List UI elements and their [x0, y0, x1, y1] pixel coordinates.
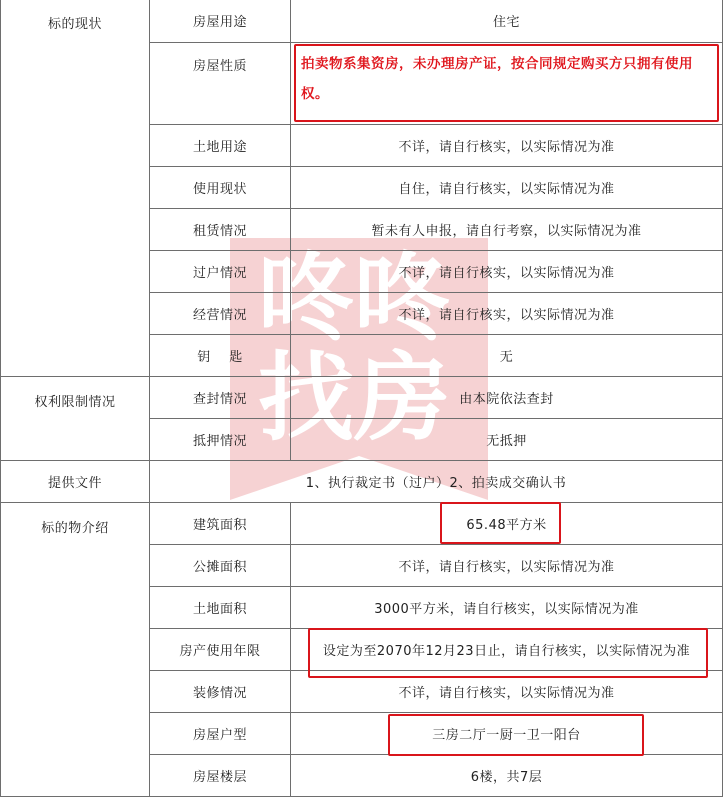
section-category: 提供文件: [1, 461, 150, 503]
row-value: 由本院依法查封: [291, 377, 723, 419]
table-row: [1, 461, 723, 503]
row-value: 住宅: [291, 0, 723, 43]
row-label: 过户情况: [150, 251, 291, 293]
row-value: 6楼，共7层: [291, 755, 723, 797]
section-category: 标的现状: [1, 0, 150, 377]
row-label: 房屋性质: [150, 43, 291, 125]
row-label: 房屋楼层: [150, 755, 291, 797]
row-label: 租赁情况: [150, 209, 291, 251]
row-value: 65.48平方米: [291, 503, 723, 545]
row-value: 三房二厅一厨一卫一阳台: [291, 713, 723, 755]
row-value-highlighted: 拍卖物系集资房，未办理房产证，按合同规定购买方只拥有使用权。: [291, 43, 723, 125]
row-label: 抵押情况: [150, 419, 291, 461]
row-label: 查封情况: [150, 377, 291, 419]
watermark-line-1: 咚咚: [258, 242, 450, 354]
row-value: 无: [291, 335, 723, 377]
table-row: [1, 377, 723, 419]
row-value: 3000平方米，请自行核实，以实际情况为准: [291, 587, 723, 629]
row-value: 暂未有人申报，请自行考察，以实际情况为准: [291, 209, 723, 251]
row-value: 1、执行裁定书（过户）2、拍卖成交确认书: [150, 461, 723, 503]
row-value: 不详，请自行核实，以实际情况为准: [291, 293, 723, 335]
row-value: 自住，请自行核实，以实际情况为准: [291, 167, 723, 209]
row-label: 钥 匙: [150, 335, 291, 377]
row-label: 房产使用年限: [150, 629, 291, 671]
row-label: 装修情况: [150, 671, 291, 713]
row-value: 不详，请自行核实，以实际情况为准: [291, 671, 723, 713]
row-label: 建筑面积: [150, 503, 291, 545]
row-label: 房屋户型: [150, 713, 291, 755]
row-label: 土地面积: [150, 587, 291, 629]
row-label: 经营情况: [150, 293, 291, 335]
row-label: 土地用途: [150, 125, 291, 167]
row-value: 不详，请自行核实，以实际情况为准: [291, 125, 723, 167]
row-value: 设定为至2070年12月23日止，请自行核实，以实际情况为准: [291, 629, 723, 671]
row-label: 使用现状: [150, 167, 291, 209]
row-value: 无抵押: [291, 419, 723, 461]
row-label: 公摊面积: [150, 545, 291, 587]
section-category: 标的物介绍: [1, 503, 150, 797]
row-value: 不详，请自行核实，以实际情况为准: [291, 545, 723, 587]
row-value: 不详，请自行核实，以实际情况为准: [291, 251, 723, 293]
watermark-line-2: 找房: [258, 342, 450, 454]
table-row: [1, 0, 723, 43]
table-row: [1, 503, 723, 545]
section-category: 权利限制情况: [1, 377, 150, 461]
row-label: 房屋用途: [150, 0, 291, 43]
